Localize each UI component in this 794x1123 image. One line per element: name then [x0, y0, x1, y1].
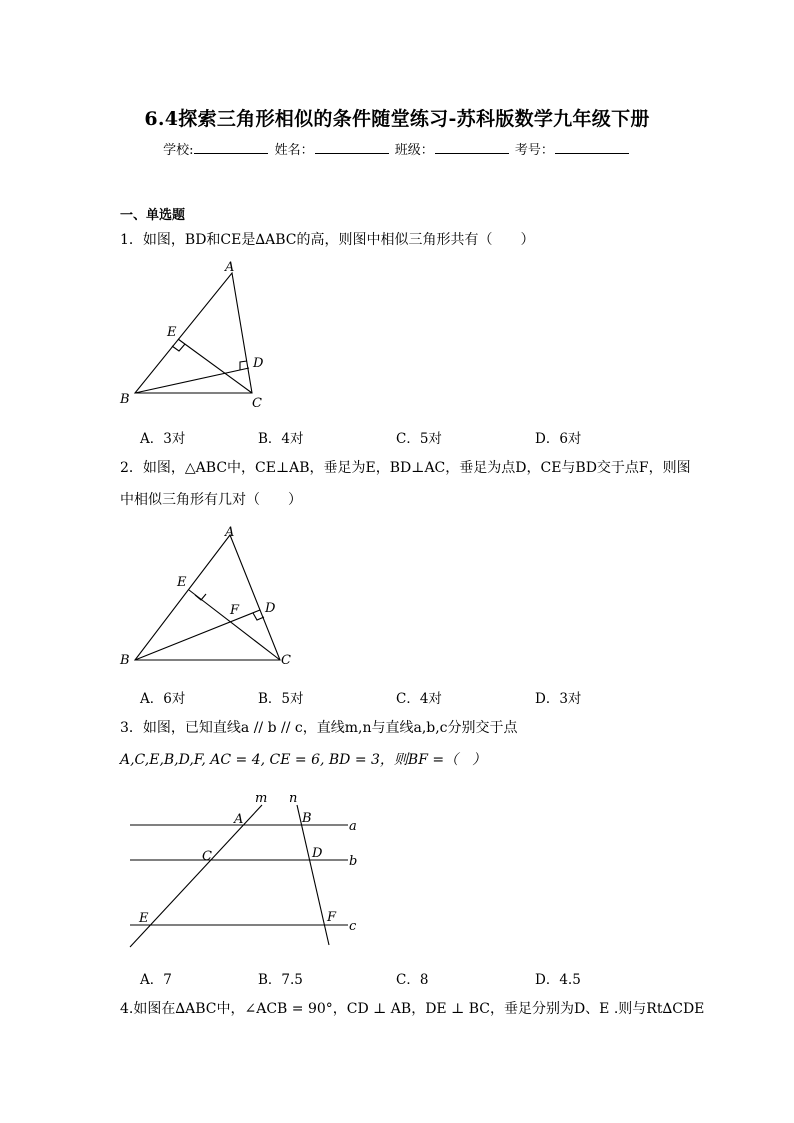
q2-right-angle-e [195, 594, 206, 600]
question-1-text: 1．如图，BD和CE是∆ABC的高，则图中相似三角形共有（ ） [120, 232, 535, 248]
q3-label-a-point: A [234, 812, 244, 827]
q1-option-b[interactable]: B．4对 [258, 431, 304, 447]
q2-label-d: D [265, 601, 276, 616]
q3-label-line-c: c [349, 919, 357, 934]
q2-label-c: C [281, 653, 291, 668]
q3-line-n [297, 805, 329, 945]
name-blank [315, 141, 389, 154]
q2-option-a[interactable]: A．6对 [140, 691, 186, 707]
exam-no-blank [555, 141, 629, 154]
q1-altitude-ce [178, 339, 252, 393]
question-1-figure [110, 255, 280, 415]
question-3-figure [120, 785, 380, 960]
q3-label-line-b: b [349, 854, 358, 869]
student-info-line [0, 139, 794, 158]
question-3-text-line1: 3．如图，已知直线a // b // c，直线m,n与直线a,b,c分别交于点 [120, 720, 518, 736]
q2-label-f: F [230, 603, 240, 618]
class-label: 班级： [394, 143, 434, 158]
q3-label-f-point: F [327, 910, 337, 925]
q3-label-c-point: C [202, 849, 212, 864]
q3-option-a[interactable]: A．7 [140, 972, 172, 988]
q3-label-line-a: a [349, 819, 357, 834]
exam-no-label: 考号： [514, 143, 554, 158]
page-title: 6.4探索三角形相似的条件随堂练习-苏科版数学九年级下册 [144, 108, 650, 130]
q3-label-m: m [255, 791, 268, 806]
question-4-text: 4.如图在∆ABC中，∠ACB = 90°，CD ⊥ AB，DE ⊥ BC，垂足分别为D、E .则与Rt∆CDE [120, 1001, 705, 1017]
section-title: 一、单选题 [120, 208, 186, 223]
q3-label-e-point: E [139, 911, 149, 926]
q1-label-b: B [120, 392, 130, 407]
question-3-text-line2: A,C,E,B,D,F, AC = 4, CE = 6, BD = 3，则BF =（ ） [120, 752, 487, 768]
q1-option-a[interactable]: A．3对 [140, 431, 186, 447]
school-blank [194, 141, 268, 154]
q1-label-e: E [167, 325, 177, 340]
q2-triangle-abc [135, 535, 280, 660]
q2-option-b[interactable]: B．5对 [258, 691, 304, 707]
q2-label-a: A [225, 525, 235, 540]
q3-label-b-point: B [302, 811, 312, 826]
q2-label-b: B [120, 653, 130, 668]
q1-label-c: C [252, 396, 262, 411]
question-2-text-line2: 中相似三角形有几对（ ） [120, 492, 302, 508]
class-blank [435, 141, 509, 154]
q1-label-a: A [225, 260, 235, 275]
question-2-figure [115, 520, 305, 675]
q2-option-d[interactable]: D．3对 [535, 691, 582, 707]
q3-option-c[interactable]: C．8 [396, 972, 429, 988]
q3-option-d[interactable]: D．4.5 [535, 972, 581, 988]
school-label: 学校: [163, 143, 194, 158]
q3-option-b[interactable]: B．7.5 [258, 972, 303, 988]
q1-option-c[interactable]: C．5对 [396, 431, 442, 447]
q3-label-d-point: D [312, 846, 323, 861]
q1-label-d: D [253, 356, 264, 371]
q1-option-d[interactable]: D．6对 [535, 431, 582, 447]
q3-label-n: n [289, 791, 298, 806]
name-label: 姓名： [274, 143, 314, 158]
q2-option-c[interactable]: C．4对 [396, 691, 442, 707]
question-2-text-line1: 2．如图，△ABC中，CE⊥AB，垂足为E，BD⊥AC，垂足为点D，CE与BD交于点F，则图 [120, 460, 691, 476]
q1-triangle-abc [135, 273, 252, 393]
q2-label-e: E [177, 575, 187, 590]
